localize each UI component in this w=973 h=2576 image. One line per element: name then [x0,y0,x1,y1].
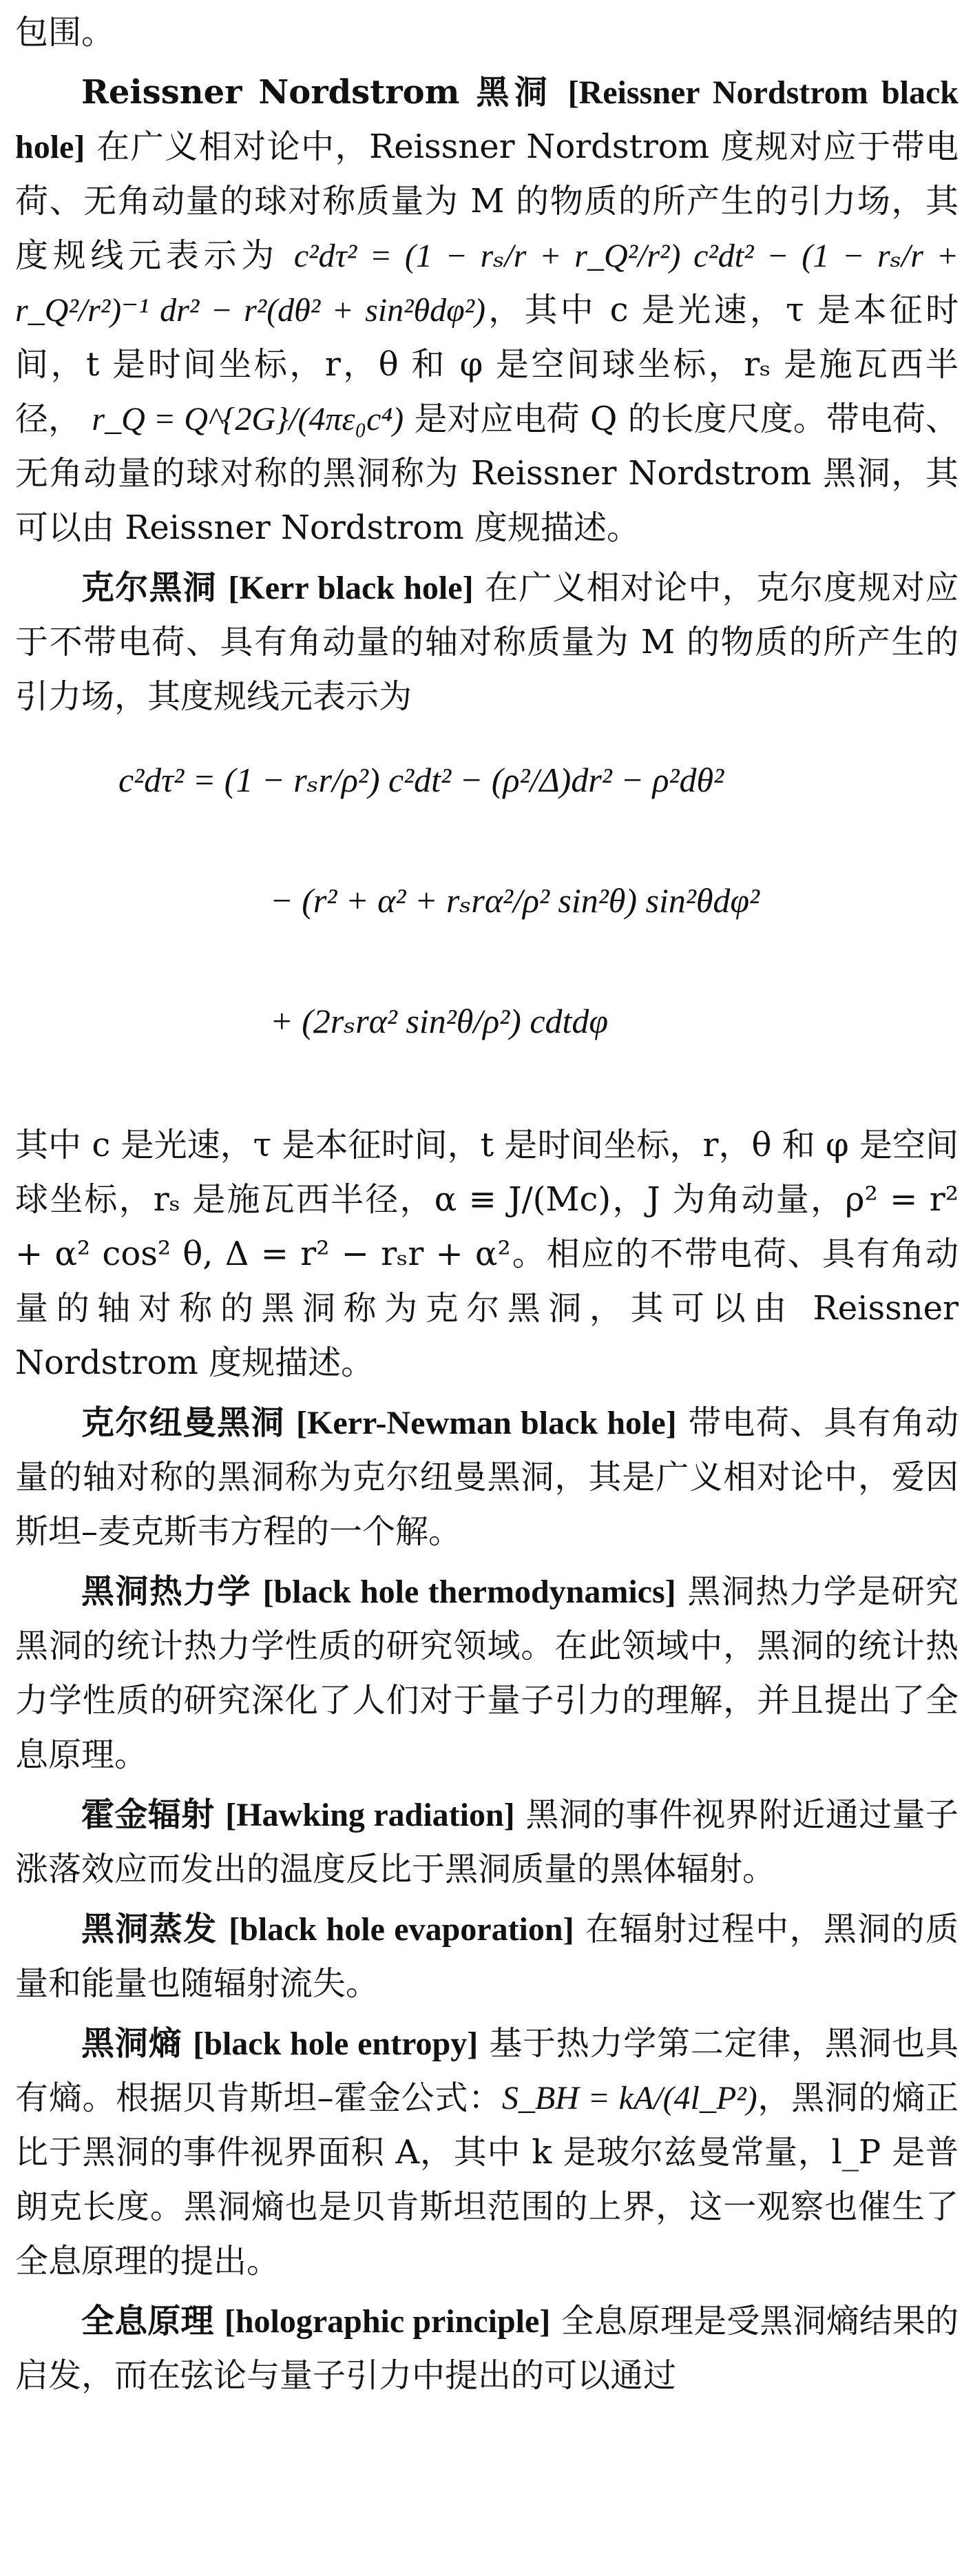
entry-english-term: [holographic principle] [224,2303,551,2340]
entry-term: Reissner Nordstrom 黑洞 [81,73,553,112]
bekenstein-hawking-formula: S_BH = kA/(4l_P²) [501,2080,757,2116]
entry-english-term: [black hole evaporation] [229,1911,574,1948]
rn-metric-formula: c²dτ² = (1 − rₛ/r + r_Q²/r²) c²dt² − (1 − rₛ/r + r_Q²/r²)⁻¹ dr² − r²(dθ² + sin²θdφ²) [15,238,959,329]
entry-kerr [15,561,959,724]
entry-term: 黑洞热力学 [81,1572,251,1611]
entry-english-term: [Kerr black hole] [228,570,474,606]
kerr-equation-line-2: − (r² + α² + rₛrα²/ρ² sin²θ) sin²θdφ² [270,881,760,920]
entry-text: ，其中 c 是光速，τ 是本征时间，t 是时间坐标，r，θ 和 φ 是空间球坐标，rₛ 是施瓦西半径， [15,291,959,438]
entry-term: 克尔纽曼黑洞 [81,1403,285,1442]
entry-term: 黑洞熵 [81,2024,182,2063]
entry-black-hole-entropy [15,2017,959,2289]
entry-text: 在辐射过程中，黑洞的质量和能量也随辐射流失。 [15,1910,959,2003]
entry-english-term: [black hole thermodynamics] [262,1574,676,1610]
entry-text: 带电荷、具有角动量的轴对称的黑洞称为克尔纽曼黑洞，其是广义相对论中，爱因斯坦–麦克斯韦方程的一个解。 [15,1403,959,1551]
entry-text: 在广义相对论中，克尔度规对应于不带电荷、具有角动量的轴对称质量为 M 的物质的所产生的引力场，其度规线元表示为 [15,568,959,716]
entry-text: ，黑洞的熵正比于黑洞的事件视界面积 A，其中 k 是玻尔兹曼常量，l_P 是普朗克长度。黑洞熵也是贝肯斯坦范围的上界，这一观察也催生了全息原理的提出。 [15,2079,959,2280]
entry-text: 是对应电荷 Q 的长度尺度。带电荷、无角动量的球对称的黑洞称为 Reissner Nordstrom 黑洞，其可以由 Reissner Nordstrom 度规描述。 [15,400,959,547]
entry-text: 基于热力学第二定律，黑洞也具有熵。根据贝肯斯坦–霍金公式： [15,2024,959,2117]
kerr-explanation: 其中 c 是光速，τ 是本征时间，t 是时间坐标，r，θ 和 φ 是空间球坐标，rₛ 是施瓦西半径，α ≡ J/(Mc)，J 为角动量，ρ² = r² + α² cos² θ, Δ = r² − rₛr + α²。相应的不带电荷、具有角动量的轴对称的黑洞称为克尔黑洞，其可以由 Reissner Nordstrom 度规描述。 [15,1126,959,1382]
entry-english-term: [Kerr-Newman black hole] [296,1405,677,1441]
entry-text: 黑洞的事件视界附近通过量子涨落效应而发出的温度反比于黑洞质量的黑体辐射。 [15,1795,959,1888]
entry-term: 克尔黑洞 [81,568,217,607]
entry-black-hole-thermodynamics [15,1565,959,1782]
entry-english-term: [Hawking radiation] [225,1797,515,1833]
kerr-equation-line-3: + (2rₛrα² sin²θ/ρ²) cdtdφ [270,1002,609,1040]
entry-english-term: [black hole entropy] [193,2026,479,2062]
entry-text: 黑洞热力学是研究黑洞的统计热力学性质的研究领域。在此领域中，黑洞的统计热力学性质的研究深化了人们对于量子引力的理解，并且提出了全息原理。 [15,1572,959,1774]
entry-black-hole-evaporation [15,1902,959,2011]
kerr-equation-line-1: c²dτ² = (1 − rₛr/ρ²) c²dt² − (ρ²/Δ)dr² − ρ²dθ² [118,761,724,799]
entry-term: 全息原理 [81,2302,214,2340]
kerr-metric-equation [15,746,959,1104]
entry-english-term: [Reissner Nordstrom black hole] [15,74,959,165]
entry-reissner-nordstrom [15,65,959,555]
charge-length-formula: r_Q = Q^{2G}/(4πε₀c⁴) [92,401,404,437]
entry-hawking-radiation [15,1788,959,1897]
entry-kerr-newman [15,1396,959,1559]
entry-holographic-principle [15,2294,959,2403]
entry-term: 霍金辐射 [81,1795,215,1834]
document-page [15,6,959,2409]
entry-text: 在广义相对论中，Reissner Nordstrom 度规对应于带电荷、无角动量的球对称质量为 M 的物质的所产生的引力场，其度规线元表示为 [15,127,959,275]
entry-term: 黑洞蒸发 [81,1910,218,1948]
continuation-text: 包围。 [15,13,115,52]
entry-text: 全息原理是受黑洞熵结果的启发，而在弦论与量子引力中提出的可以通过 [15,2302,959,2395]
